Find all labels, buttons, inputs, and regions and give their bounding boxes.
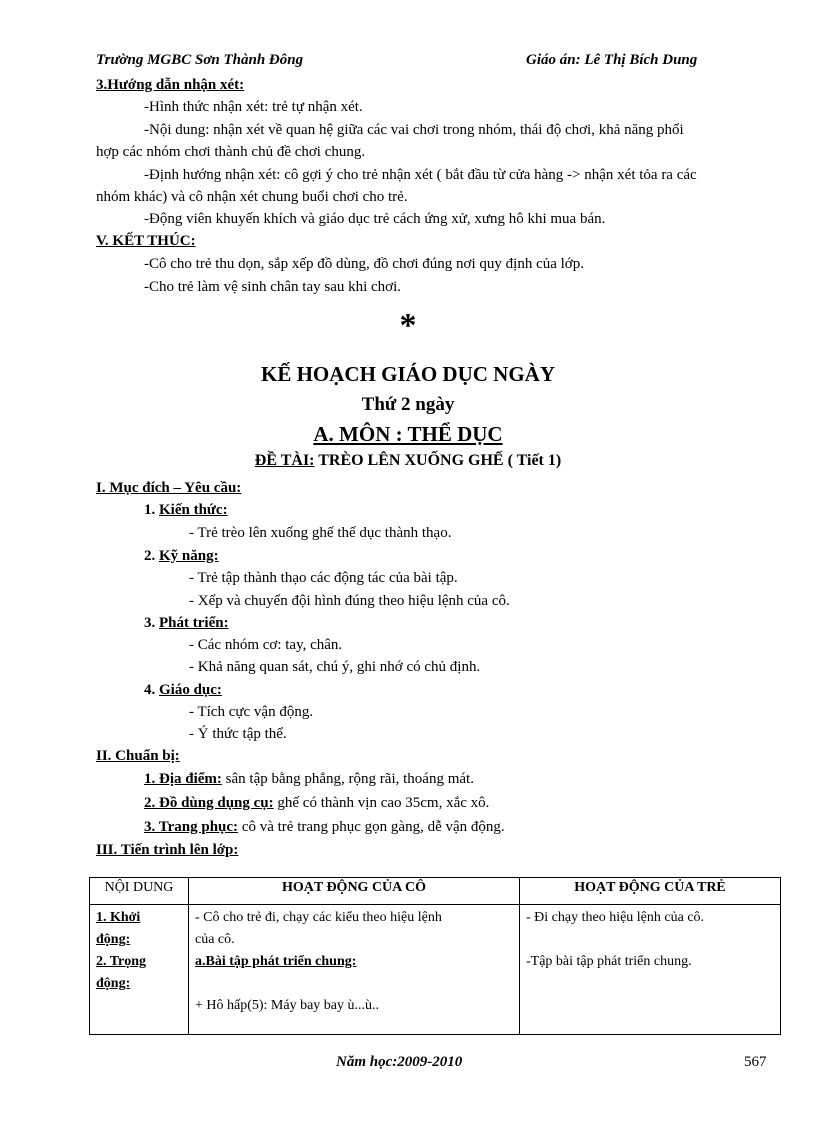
teacher-line: a.Bài tập phát triển chung: (195, 954, 357, 969)
children-line: - Đi chạy theo hiệu lệnh của cô. (526, 910, 705, 925)
content-warmup: động: (96, 932, 131, 947)
plan-topic (0, 452, 816, 470)
asterisk-divider: * (399, 307, 417, 344)
table-row (90, 905, 781, 1035)
review-heading: 3.Hướng dẫn nhận xét: (96, 77, 245, 93)
teacher-line: - Cô cho trẻ đi, chạy các kiểu theo hiệu lệnh (195, 910, 442, 925)
topic-text: TRÈO LÊN XUỐNG GHẾ ( Tiết 1) (314, 452, 562, 469)
section-title: Kỹ năng: (159, 548, 219, 564)
plan-day: Thứ 2 ngày (361, 394, 455, 415)
objective-item: - Các nhóm cơ: tay, chân. (189, 637, 343, 653)
teacher-activity-cell (189, 905, 520, 1035)
content-main: động: (96, 976, 131, 991)
school-name: Trường MGBC Sơn Thành Đông (96, 52, 304, 68)
table-header-row (90, 878, 781, 905)
section-number: 1. (144, 502, 159, 518)
section-number: 4. (144, 682, 159, 698)
col-header-content: NỘI DUNG (90, 878, 189, 905)
plan-title: KẾ HOẠCH GIÁO DỤC NGÀY (260, 362, 555, 386)
objective-item: - Tích cực vận động. (189, 704, 314, 720)
section-number: 2. (144, 548, 159, 564)
preparation-item (144, 768, 474, 790)
content-warmup: 1. Khởi (96, 910, 141, 925)
objective-item: - Trẻ trèo lên xuống ghế thể dục thành thạo. (189, 525, 452, 541)
preparation-item (144, 816, 505, 838)
preparation-heading: II. Chuẩn bị: (96, 748, 180, 764)
teacher-line: của cô. (195, 932, 235, 947)
objective-item: - Khả năng quan sát, chú ý, ghi nhớ có chủ định. (189, 659, 481, 675)
teacher-name: Giáo án: Lê Thị Bích Dung (526, 52, 698, 68)
subject-text: A. MÔN : THỂ DỤC (313, 422, 503, 446)
review-line: -Nội dung: nhận xét về quan hệ giữa các vai chơi trong nhóm, thái độ chơi, khả năng phối (144, 122, 684, 138)
content-cell (90, 905, 189, 1035)
section-title: Giáo dục: (159, 682, 222, 698)
section-title: Phát triển: (159, 615, 229, 631)
lesson-table (89, 877, 781, 1035)
topic-label: ĐỀ TÀI: (254, 452, 315, 469)
objective-item: - Trẻ tập thành thạo các động tác của bài tập. (189, 570, 458, 586)
prep-text: cô và trẻ trang phục gọn gàng, dễ vận động. (238, 819, 505, 835)
review-line: -Động viên khuyến khích và giáo dục trẻ cách ứng xử, xưng hô khi mua bán. (144, 211, 606, 227)
col-header-children: HOẠT ĐỘNG CỦA TRẺ (520, 878, 781, 905)
prep-label: 3. Trang phục: (144, 819, 239, 835)
review-line: nhóm khác) và cô nhận xét chung buổi chơi cho trẻ. (96, 189, 408, 205)
review-line: -Hình thức nhận xét: trẻ tự nhận xét. (144, 99, 363, 115)
prep-label: 2. Đồ dùng dụng cụ: (144, 795, 274, 811)
objective-section-heading (144, 612, 229, 634)
objective-section-heading (144, 545, 219, 567)
page-number: 567 (744, 1054, 767, 1070)
school-year: Năm học:2009-2010 (336, 1054, 463, 1070)
objective-section-heading (144, 679, 222, 701)
prep-label: 1. Địa điểm: (144, 771, 222, 787)
objectives-heading: I. Mục đích – Yêu cầu: (96, 480, 242, 496)
children-line: -Tập bài tập phát triển chung. (526, 954, 692, 969)
ending-line: -Cho trẻ làm vệ sinh chân tay sau khi chơi. (144, 279, 402, 295)
content-main: 2. Trọng (96, 954, 147, 969)
ending-line: -Cô cho trẻ thu dọn, sắp xếp đồ dùng, đồ chơi đúng nơi quy định của lớp. (144, 256, 584, 272)
process-heading: III. Tiến trình lên lớp: (96, 842, 239, 858)
plan-subject (0, 422, 816, 447)
children-activity-cell (520, 905, 781, 1035)
teacher-line: + Hô hấp(5): Máy bay bay ù...ù.. (195, 998, 380, 1013)
prep-text: sân tập bằng phẳng, rộng rãi, thoáng mát. (221, 771, 474, 787)
objective-item: - Ý thức tập thể. (189, 726, 287, 742)
review-line: -Định hướng nhận xét: cô gợi ý cho trẻ nhận xét ( bắt đầu từ cửa hàng -> nhận xét tỏa ra các (144, 167, 697, 183)
objective-item: - Xếp và chuyển đội hình đúng theo hiệu lệnh của cô. (189, 593, 510, 609)
preparation-item (144, 792, 489, 814)
ending-heading: V. KẾT THÚC: (96, 233, 196, 249)
prep-text: ghế có thành vịn cao 35cm, xắc xô. (273, 795, 490, 811)
objective-section-heading (144, 499, 228, 521)
section-title: Kiến thức: (159, 502, 228, 518)
section-number: 3. (144, 615, 159, 631)
col-header-teacher: HOẠT ĐỘNG CỦA CÔ (189, 878, 520, 905)
review-line: hợp các nhóm chơi thành chủ đề chơi chung. (96, 144, 366, 160)
